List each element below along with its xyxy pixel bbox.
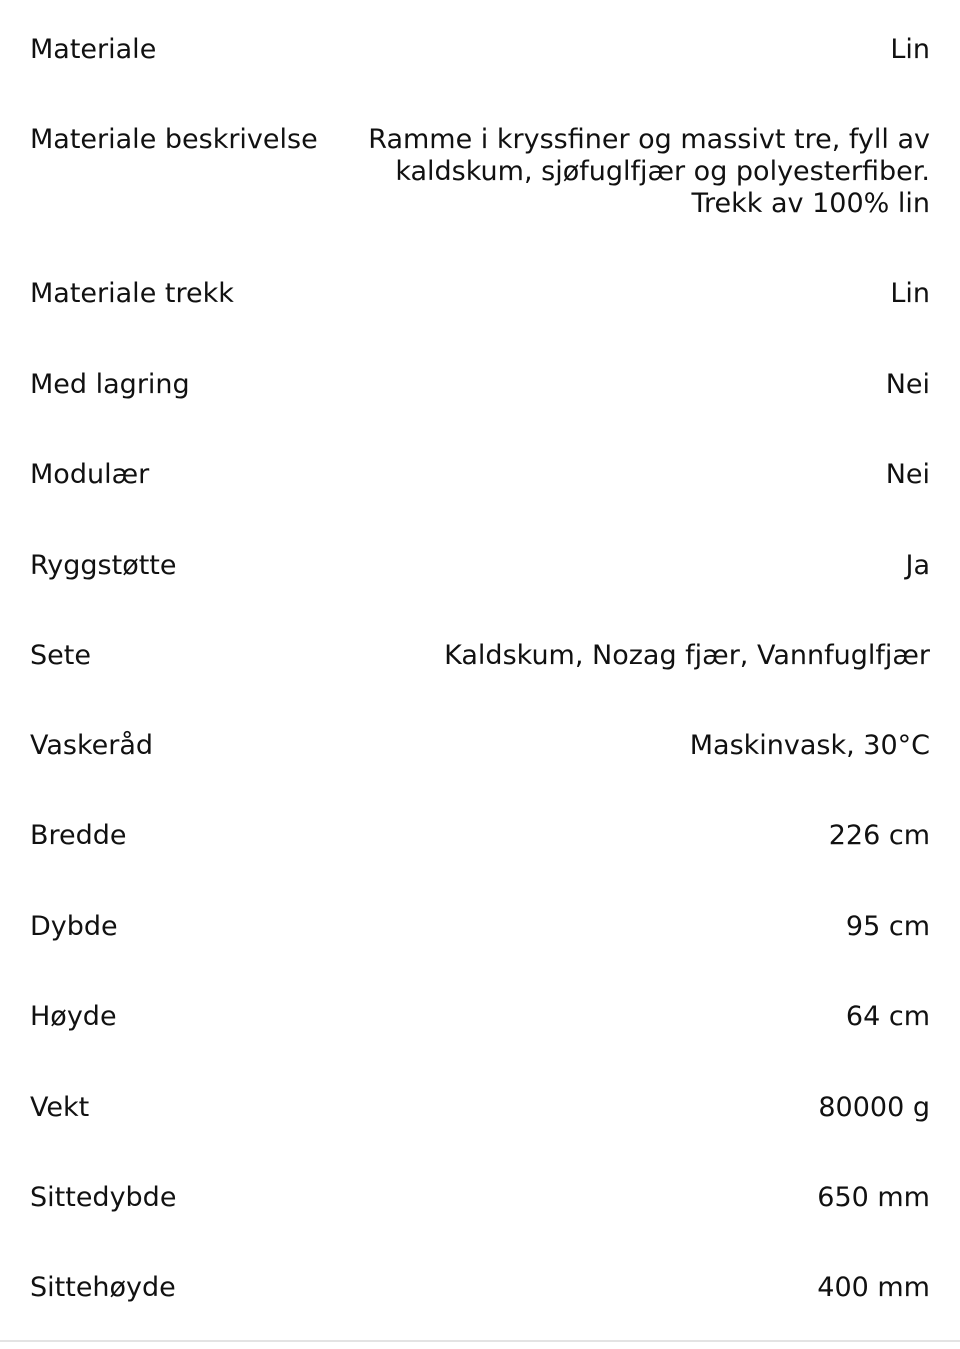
spec-value: Nei — [885, 369, 930, 400]
spec-label: Bredde — [30, 820, 127, 851]
spec-row-dybde — [30, 911, 930, 943]
spec-value: Ja — [905, 550, 930, 581]
spec-row-materiale-beskrivelse — [30, 124, 930, 220]
spec-label: Med lagring — [30, 369, 190, 400]
spec-value: Lin — [890, 278, 930, 309]
spec-label: Sittedybde — [30, 1182, 177, 1213]
spec-value: Ramme i kryssfiner og massivt tre, fyll av kaldskum, sjøfuglfjær og polyesterfiber. Trekk av 100% lin — [368, 124, 930, 219]
spec-value: 95 cm — [845, 911, 930, 942]
spec-value: 650 mm — [817, 1182, 930, 1213]
spec-label: Materiale beskrivelse — [30, 124, 318, 155]
spec-value: 400 mm — [817, 1272, 930, 1303]
spec-label: Ryggstøtte — [30, 550, 177, 581]
spec-label: Modulær — [30, 459, 150, 490]
spec-value: Kaldskum, Nozag fjær, Vannfuglfjær — [444, 640, 930, 671]
spec-row-materiale — [30, 34, 930, 66]
bottom-divider — [0, 1340, 960, 1342]
spec-row-bredde — [30, 820, 930, 852]
spec-row-sittedybde — [30, 1182, 930, 1214]
spec-value: 64 cm — [845, 1001, 930, 1032]
spec-row-sittehoyde — [30, 1272, 930, 1304]
spec-label: Vaskeråd — [30, 730, 154, 761]
spec-value: Nei — [885, 459, 930, 490]
spec-value: 226 cm — [828, 820, 930, 851]
spec-row-modular — [30, 459, 930, 491]
spec-label: Sittehøyde — [30, 1272, 176, 1303]
spec-label: Materiale trekk — [30, 278, 234, 309]
spec-row-vekt — [30, 1092, 930, 1124]
spec-row-med-lagring — [30, 369, 930, 401]
spec-row-hoyde — [30, 1001, 930, 1033]
spec-row-materiale-trekk — [30, 278, 930, 310]
spec-value: Maskinvask, 30°C — [689, 730, 930, 761]
spec-label: Høyde — [30, 1001, 117, 1032]
spec-label: Sete — [30, 640, 91, 671]
spec-value: Lin — [890, 34, 930, 65]
spec-label: Vekt — [30, 1092, 90, 1123]
spec-row-ryggstotte — [30, 550, 930, 582]
spec-label: Materiale — [30, 34, 157, 65]
spec-row-vaskerad — [30, 730, 930, 762]
spec-label: Dybde — [30, 911, 118, 942]
spec-value: 80000 g — [818, 1092, 930, 1123]
spec-row-sete — [30, 640, 930, 672]
